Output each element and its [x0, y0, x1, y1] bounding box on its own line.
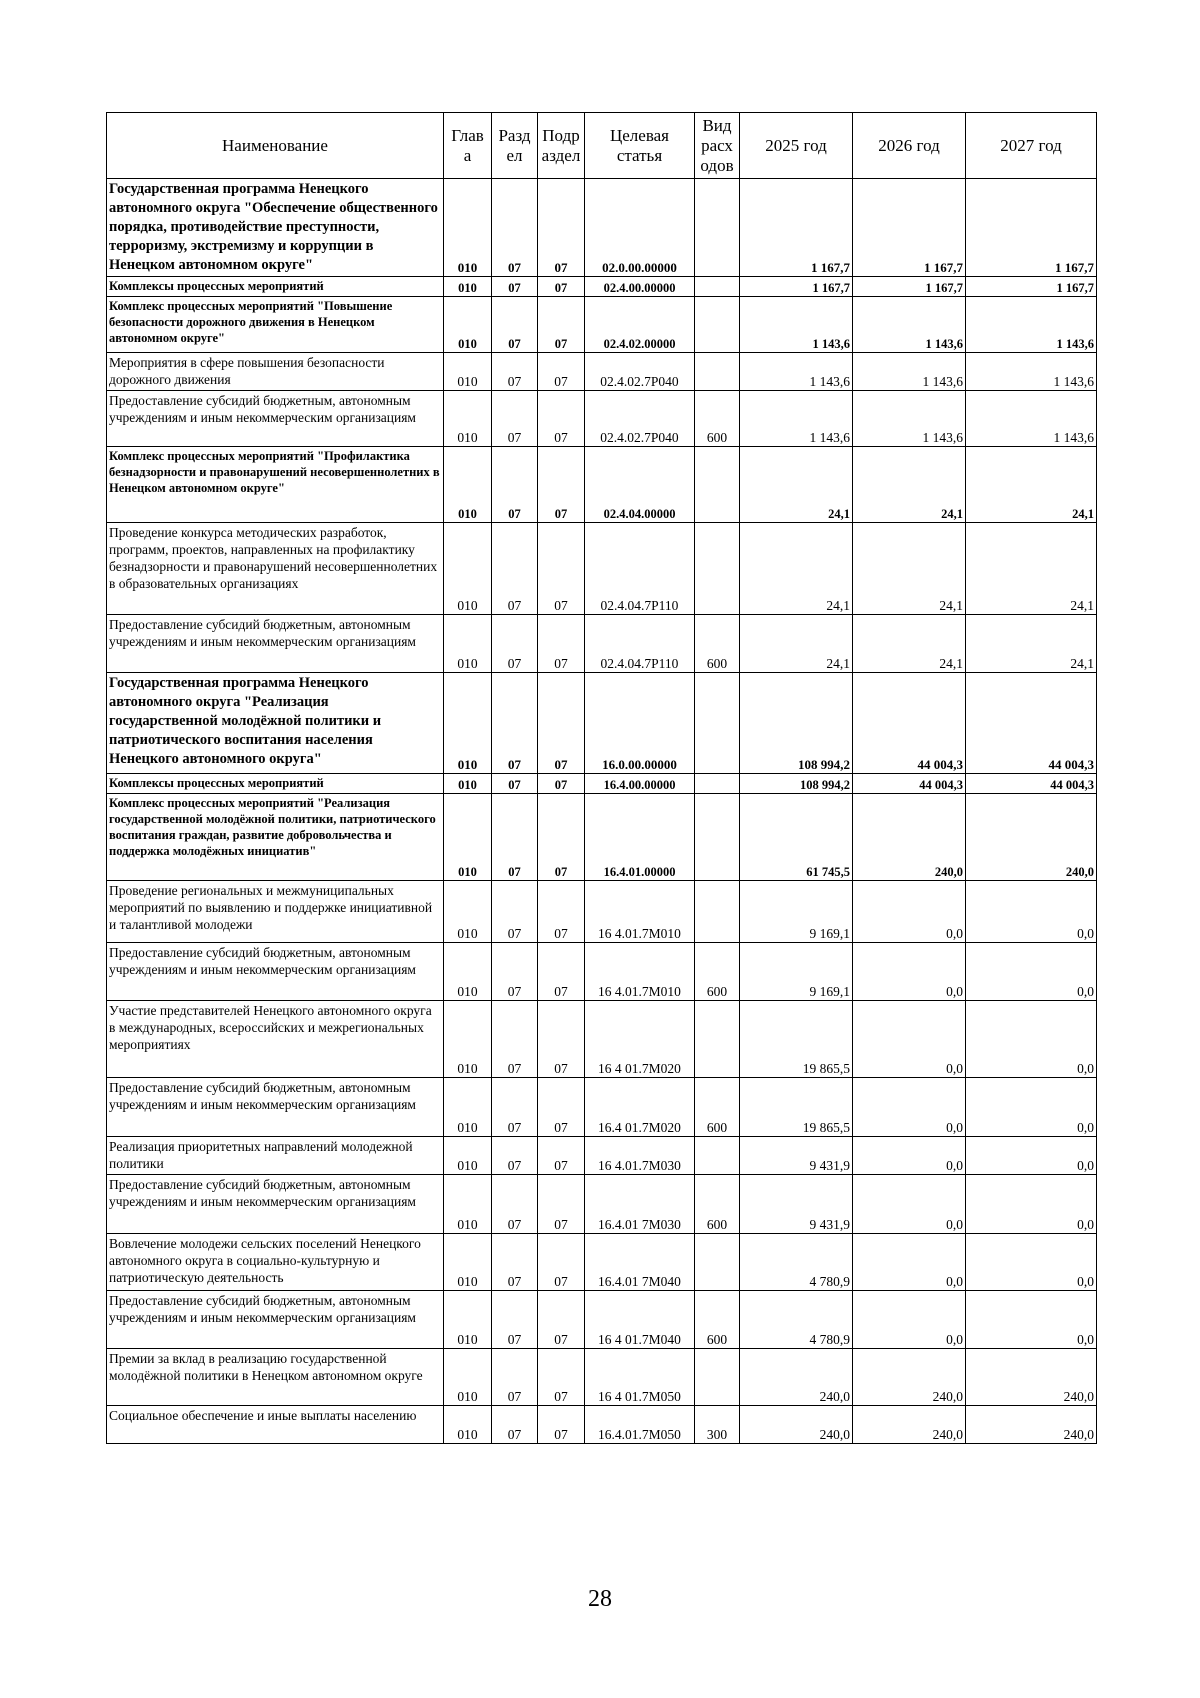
cell-target: 02.0.00.00000: [585, 179, 695, 277]
cell-y2025: 24,1: [740, 523, 853, 615]
cell-podrazdel: 07: [538, 943, 585, 1001]
cell-vid: [695, 1234, 740, 1291]
cell-glava: 010: [444, 673, 492, 774]
cell-target: 02.4.04.7Р110: [585, 523, 695, 615]
cell-name: Вовлечение молодежи сельских поселений Ненецкого автономного округа в социально-культурную и патриотическую деятельность: [107, 1234, 444, 1291]
table-row: [107, 881, 1097, 943]
table-row: [107, 1001, 1097, 1078]
cell-y2027: 1 167,7: [966, 277, 1097, 297]
cell-y2025: 9 431,9: [740, 1175, 853, 1234]
cell-podrazdel: 07: [538, 673, 585, 774]
table-row: [107, 615, 1097, 673]
cell-target: 02.4.02.7Р040: [585, 391, 695, 447]
cell-name: Предоставление субсидий бюджетным, автономным учреждениям и иным некоммерческим организациям: [107, 1078, 444, 1137]
cell-y2026: 0,0: [853, 1291, 966, 1349]
cell-razdel: 07: [492, 1137, 538, 1175]
cell-razdel: 07: [492, 1078, 538, 1137]
table-row: [107, 794, 1097, 881]
cell-razdel: 07: [492, 615, 538, 673]
cell-vid: [695, 523, 740, 615]
cell-glava: 010: [444, 794, 492, 881]
cell-y2025: 1 143,6: [740, 297, 853, 353]
table-row: [107, 1234, 1097, 1291]
header-name: Наименование: [107, 113, 444, 179]
cell-target: 16 4 01.7М040: [585, 1291, 695, 1349]
cell-glava: 010: [444, 353, 492, 391]
cell-target: 16 4 01.7М020: [585, 1001, 695, 1078]
cell-y2027: 24,1: [966, 615, 1097, 673]
cell-name: Комплекс процессных мероприятий "Повышение безопасности дорожного движения в Ненецком автономном округе": [107, 297, 444, 353]
cell-target: 02.4.04.00000: [585, 447, 695, 523]
cell-target: 02.4.04.7Р110: [585, 615, 695, 673]
cell-y2027: 1 143,6: [966, 353, 1097, 391]
cell-razdel: 07: [492, 673, 538, 774]
header-glava: Глав а: [444, 113, 492, 179]
cell-y2027: 240,0: [966, 1406, 1097, 1444]
cell-y2025: 24,1: [740, 447, 853, 523]
cell-glava: 010: [444, 1137, 492, 1175]
cell-podrazdel: 07: [538, 774, 585, 794]
cell-name: Предоставление субсидий бюджетным, автономным учреждениям и иным некоммерческим организациям: [107, 1175, 444, 1234]
table-row: [107, 391, 1097, 447]
cell-name: Комплекс процессных мероприятий "Реализация государственной молодёжной политики, патриотического воспитания граждан, развитие добровольчества и поддержка молодёжных инициатив": [107, 794, 444, 881]
cell-target: 02.4.02.00000: [585, 297, 695, 353]
cell-y2026: 24,1: [853, 447, 966, 523]
cell-y2027: 44 004,3: [966, 774, 1097, 794]
cell-glava: 010: [444, 1234, 492, 1291]
cell-y2027: 1 143,6: [966, 297, 1097, 353]
cell-vid: [695, 353, 740, 391]
table-row: [107, 447, 1097, 523]
cell-name: Реализация приоритетных направлений молодежной политики: [107, 1137, 444, 1175]
budget-table: [106, 112, 1097, 1444]
cell-y2025: 61 745,5: [740, 794, 853, 881]
cell-target: 16 4.01.7М010: [585, 881, 695, 943]
cell-podrazdel: 07: [538, 523, 585, 615]
cell-vid: 600: [695, 391, 740, 447]
cell-y2025: 4 780,9: [740, 1291, 853, 1349]
cell-vid: [695, 881, 740, 943]
cell-y2025: 19 865,5: [740, 1078, 853, 1137]
cell-y2027: 0,0: [966, 1001, 1097, 1078]
table-row: [107, 943, 1097, 1001]
cell-podrazdel: 07: [538, 1137, 585, 1175]
cell-y2027: 0,0: [966, 1137, 1097, 1175]
cell-vid: [695, 774, 740, 794]
cell-target: 16.4.01 7М030: [585, 1175, 695, 1234]
cell-y2027: 0,0: [966, 943, 1097, 1001]
cell-name: Комплексы процессных мероприятий: [107, 277, 444, 297]
cell-y2025: 1 143,6: [740, 353, 853, 391]
cell-glava: 010: [444, 615, 492, 673]
cell-y2027: 1 167,7: [966, 179, 1097, 277]
cell-name: Мероприятия в сфере повышения безопасности дорожного движения: [107, 353, 444, 391]
cell-target: 02.4.00.00000: [585, 277, 695, 297]
cell-y2026: 0,0: [853, 1137, 966, 1175]
cell-y2026: 0,0: [853, 943, 966, 1001]
cell-podrazdel: 07: [538, 391, 585, 447]
cell-y2025: 19 865,5: [740, 1001, 853, 1078]
cell-y2027: 240,0: [966, 1349, 1097, 1406]
cell-y2027: 44 004,3: [966, 673, 1097, 774]
cell-y2026: 0,0: [853, 881, 966, 943]
cell-glava: 010: [444, 1291, 492, 1349]
cell-y2026: 1 167,7: [853, 277, 966, 297]
cell-glava: 010: [444, 297, 492, 353]
cell-y2025: 9 169,1: [740, 881, 853, 943]
cell-vid: 600: [695, 943, 740, 1001]
cell-glava: 010: [444, 1406, 492, 1444]
header-row: [107, 113, 1097, 179]
table-row: [107, 1078, 1097, 1137]
cell-razdel: 07: [492, 1349, 538, 1406]
cell-target: 16.0.00.00000: [585, 673, 695, 774]
cell-y2027: 0,0: [966, 1291, 1097, 1349]
cell-target: 16.4.01.00000: [585, 794, 695, 881]
cell-y2025: 9 169,1: [740, 943, 853, 1001]
header-2026: 2026 год: [853, 113, 966, 179]
cell-vid: [695, 1001, 740, 1078]
cell-razdel: 07: [492, 297, 538, 353]
cell-target: 16.4.01 7М040: [585, 1234, 695, 1291]
cell-name: Участие представителей Ненецкого автономного округа в международных, всероссийских и межрегиональных мероприятиях: [107, 1001, 444, 1078]
cell-name: Предоставление субсидий бюджетным, автономным учреждениям и иным некоммерческим организациям: [107, 943, 444, 1001]
header-vid: Вид расх одов: [695, 113, 740, 179]
cell-vid: [695, 1349, 740, 1406]
cell-name: Предоставление субсидий бюджетным, автономным учреждениям и иным некоммерческим организациям: [107, 615, 444, 673]
cell-y2025: 24,1: [740, 615, 853, 673]
cell-target: 16 4.01.7М030: [585, 1137, 695, 1175]
cell-glava: 010: [444, 943, 492, 1001]
table-row: [107, 179, 1097, 277]
cell-target: 16.4 01.7М020: [585, 1078, 695, 1137]
cell-name: Комплексы процессных мероприятий: [107, 774, 444, 794]
cell-y2027: 0,0: [966, 1175, 1097, 1234]
cell-podrazdel: 07: [538, 353, 585, 391]
cell-podrazdel: 07: [538, 1349, 585, 1406]
table-row: [107, 1175, 1097, 1234]
cell-podrazdel: 07: [538, 794, 585, 881]
header-target: Целевая статья: [585, 113, 695, 179]
table-row: [107, 277, 1097, 297]
page-number: 28: [588, 1586, 612, 1612]
cell-razdel: 07: [492, 1406, 538, 1444]
cell-y2026: 24,1: [853, 615, 966, 673]
table-row: [107, 1349, 1097, 1406]
table-row: [107, 1291, 1097, 1349]
cell-glava: 010: [444, 774, 492, 794]
cell-vid: 300: [695, 1406, 740, 1444]
table-row: [107, 1406, 1097, 1444]
cell-y2025: 1 143,6: [740, 391, 853, 447]
cell-vid: 600: [695, 1078, 740, 1137]
table-row: [107, 774, 1097, 794]
cell-name: Государственная программа Ненецкого автономного округа "Реализация государственной молодёжной политики и патриотического воспитания населения Ненецкого автономного округа": [107, 673, 444, 774]
cell-y2026: 1 143,6: [853, 353, 966, 391]
cell-podrazdel: 07: [538, 447, 585, 523]
cell-y2026: 0,0: [853, 1078, 966, 1137]
cell-vid: [695, 1137, 740, 1175]
cell-glava: 010: [444, 1001, 492, 1078]
cell-glava: 010: [444, 1175, 492, 1234]
cell-y2027: 0,0: [966, 1078, 1097, 1137]
cell-name: Предоставление субсидий бюджетным, автономным учреждениям и иным некоммерческим организациям: [107, 391, 444, 447]
cell-y2027: 240,0: [966, 794, 1097, 881]
cell-y2026: 0,0: [853, 1001, 966, 1078]
cell-vid: [695, 447, 740, 523]
cell-razdel: 07: [492, 1291, 538, 1349]
cell-y2026: 44 004,3: [853, 673, 966, 774]
cell-y2025: 9 431,9: [740, 1137, 853, 1175]
cell-vid: [695, 297, 740, 353]
cell-razdel: 07: [492, 391, 538, 447]
cell-y2026: 0,0: [853, 1175, 966, 1234]
cell-glava: 010: [444, 447, 492, 523]
cell-podrazdel: 07: [538, 881, 585, 943]
cell-name: Комплекс процессных мероприятий "Профилактика безнадзорности и правонарушений несовершеннолетних в Ненецком автономном округе": [107, 447, 444, 523]
cell-razdel: 07: [492, 353, 538, 391]
cell-vid: 600: [695, 1175, 740, 1234]
cell-name: Проведение региональных и межмуниципальных мероприятий по выявлению и поддержке инициативной и талантливой молодежи: [107, 881, 444, 943]
table-row: [107, 353, 1097, 391]
cell-y2027: 24,1: [966, 523, 1097, 615]
cell-podrazdel: 07: [538, 1078, 585, 1137]
cell-razdel: 07: [492, 447, 538, 523]
cell-podrazdel: 07: [538, 1001, 585, 1078]
cell-glava: 010: [444, 1078, 492, 1137]
cell-name: Премии за вклад в реализацию государственной молодёжной политики в Ненецком автономном округе: [107, 1349, 444, 1406]
cell-vid: [695, 179, 740, 277]
cell-podrazdel: 07: [538, 1175, 585, 1234]
cell-y2025: 108 994,2: [740, 673, 853, 774]
cell-razdel: 07: [492, 523, 538, 615]
header-razdel: Разд ел: [492, 113, 538, 179]
cell-glava: 010: [444, 179, 492, 277]
cell-target: 16 4 01.7М050: [585, 1349, 695, 1406]
cell-razdel: 07: [492, 794, 538, 881]
cell-glava: 010: [444, 277, 492, 297]
cell-razdel: 07: [492, 277, 538, 297]
cell-vid: 600: [695, 615, 740, 673]
cell-podrazdel: 07: [538, 277, 585, 297]
cell-vid: 600: [695, 1291, 740, 1349]
cell-razdel: 07: [492, 774, 538, 794]
cell-y2025: 108 994,2: [740, 774, 853, 794]
cell-podrazdel: 07: [538, 297, 585, 353]
cell-y2026: 24,1: [853, 523, 966, 615]
cell-y2027: 0,0: [966, 881, 1097, 943]
table-row: [107, 523, 1097, 615]
cell-podrazdel: 07: [538, 615, 585, 673]
header-podrazdel: Подр аздел: [538, 113, 585, 179]
cell-y2025: 240,0: [740, 1406, 853, 1444]
cell-y2026: 1 167,7: [853, 179, 966, 277]
cell-glava: 010: [444, 391, 492, 447]
cell-vid: [695, 277, 740, 297]
cell-target: 16 4.01.7М010: [585, 943, 695, 1001]
cell-y2025: 1 167,7: [740, 179, 853, 277]
cell-razdel: 07: [492, 179, 538, 277]
header-2027: 2027 год: [966, 113, 1097, 179]
table-row: [107, 673, 1097, 774]
cell-target: 02.4.02.7Р040: [585, 353, 695, 391]
cell-target: 16.4.00.00000: [585, 774, 695, 794]
cell-razdel: 07: [492, 881, 538, 943]
cell-podrazdel: 07: [538, 1234, 585, 1291]
cell-name: Проведение конкурса методических разработок, программ, проектов, направленных на профилактику безнадзорности и правонарушений несовершеннолетних в образовательных организациях: [107, 523, 444, 615]
cell-y2027: 1 143,6: [966, 391, 1097, 447]
cell-name: Предоставление субсидий бюджетным, автономным учреждениям и иным некоммерческим организациям: [107, 1291, 444, 1349]
cell-razdel: 07: [492, 1175, 538, 1234]
cell-name: Социальное обеспечение и иные выплаты населению: [107, 1406, 444, 1444]
cell-glava: 010: [444, 523, 492, 615]
cell-y2027: 24,1: [966, 447, 1097, 523]
cell-podrazdel: 07: [538, 1406, 585, 1444]
table-row: [107, 297, 1097, 353]
cell-razdel: 07: [492, 943, 538, 1001]
cell-glava: 010: [444, 1349, 492, 1406]
cell-y2026: 44 004,3: [853, 774, 966, 794]
cell-y2025: 1 167,7: [740, 277, 853, 297]
cell-podrazdel: 07: [538, 1291, 585, 1349]
cell-y2026: 240,0: [853, 1349, 966, 1406]
cell-razdel: 07: [492, 1001, 538, 1078]
cell-razdel: 07: [492, 1234, 538, 1291]
cell-y2026: 240,0: [853, 794, 966, 881]
header-2025: 2025 год: [740, 113, 853, 179]
table-body: [107, 179, 1097, 1444]
cell-vid: [695, 673, 740, 774]
cell-y2026: 0,0: [853, 1234, 966, 1291]
cell-y2025: 4 780,9: [740, 1234, 853, 1291]
cell-vid: [695, 794, 740, 881]
cell-podrazdel: 07: [538, 179, 585, 277]
cell-y2026: 1 143,6: [853, 297, 966, 353]
cell-glava: 010: [444, 881, 492, 943]
cell-name: Государственная программа Ненецкого автономного округа "Обеспечение общественного порядка, противодействие преступности, терроризму, экстремизму и коррупции в Ненецком автономном округе": [107, 179, 444, 277]
cell-y2026: 240,0: [853, 1406, 966, 1444]
cell-y2027: 0,0: [966, 1234, 1097, 1291]
cell-y2026: 1 143,6: [853, 391, 966, 447]
cell-target: 16.4.01.7М050: [585, 1406, 695, 1444]
cell-y2025: 240,0: [740, 1349, 853, 1406]
table-row: [107, 1137, 1097, 1175]
